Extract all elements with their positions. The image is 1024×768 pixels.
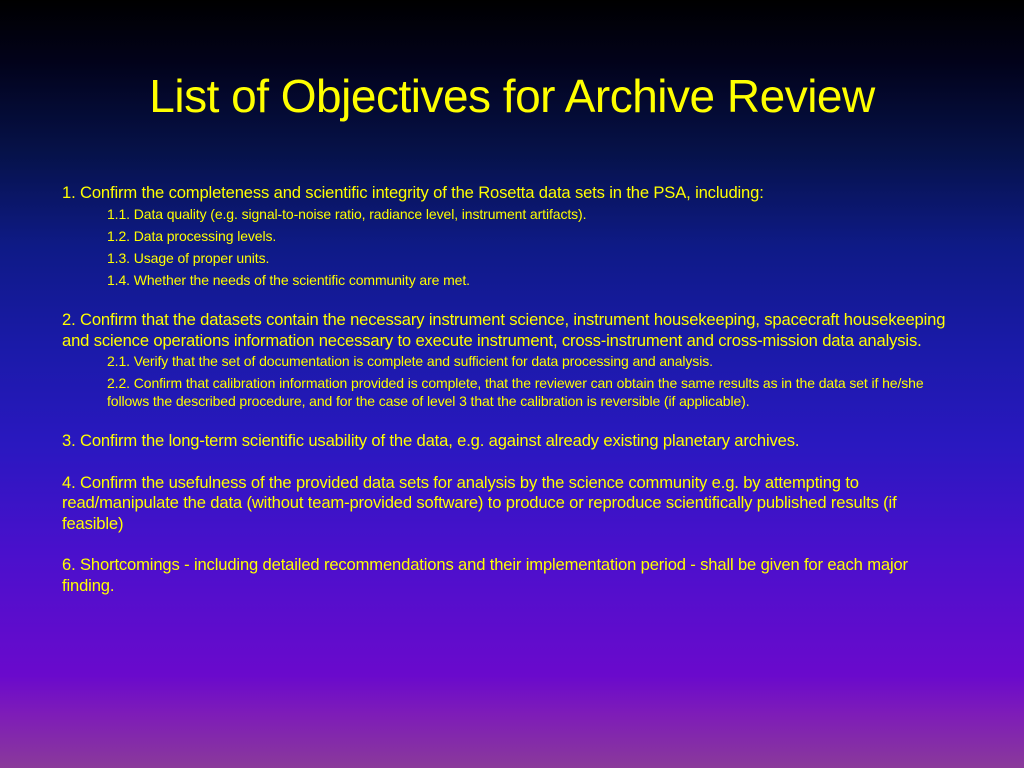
- objective-4: [62, 473, 962, 535]
- sub-objective-1-1: 1.1. Data quality (e.g. signal-to-noise ratio, radiance level, instrument artifacts).: [107, 205, 587, 222]
- sub-objectives: [107, 206, 962, 290]
- sub-objective-2-1: 2.1. Verify that the set of documentation is complete and sufficient for data processing and analysis.: [107, 353, 713, 369]
- objective-2: [62, 310, 962, 410]
- slide-title: List of Objectives for Archive Review: [149, 70, 875, 122]
- objective-text: 2. Confirm that the datasets contain the necessary instrument science, instrument housekeeping, spacecraft housekeeping and science operations information necessary to execute instrument, cross-instrument and cross-mission data analysis.: [62, 310, 946, 350]
- objective-text: 6. Shortcomings - including detailed recommendations and their implementation period - shall be given for each major finding.: [62, 555, 908, 595]
- objective-6: [62, 555, 962, 596]
- objective-3: [62, 431, 962, 452]
- objective-text: 1. Confirm the completeness and scientific integrity of the Rosetta data sets in the PSA, including:: [62, 183, 764, 202]
- sub-objectives: [107, 353, 962, 410]
- sub-objective-1-2: 1.2. Data processing levels.: [107, 227, 277, 244]
- objective-text: 3. Confirm the long-term scientific usability of the data, e.g. against already existing planetary archives.: [62, 431, 800, 450]
- sub-objective-1-4: 1.4. Whether the needs of the scientific community are met.: [107, 271, 470, 288]
- sub-objective-2-2: 2.2. Confirm that calibration information provided is complete, that the reviewer can obtain the same results as in the data set if he/she follows the described procedure, and for the case of level 3 that the calibration is reversible (if applicable).: [107, 375, 924, 409]
- sub-objective-1-3: 1.3. Usage of proper units.: [107, 249, 270, 266]
- objectives-list: [62, 183, 962, 596]
- objective-1: [62, 183, 962, 289]
- objective-text: 4. Confirm the usefulness of the provided data sets for analysis by the science community e.g. by attempting to read/manipulate the data (without team-provided software) to produce or reproduce scientifically published results (if feasible): [62, 472, 897, 533]
